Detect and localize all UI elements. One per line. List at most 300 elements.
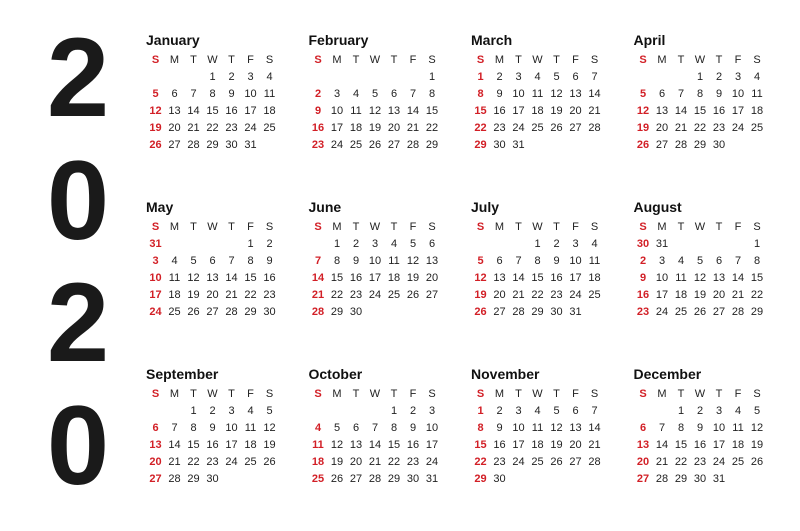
day-cell (385, 304, 404, 321)
day-cell: 27 (168, 139, 181, 151)
day-cell (566, 137, 585, 154)
day-cell: 21 (655, 456, 669, 468)
day-cell: 9 (266, 255, 273, 267)
day-cell: 31 (149, 238, 162, 250)
week-row (634, 420, 767, 437)
day-cell: 28 (674, 139, 688, 151)
day-cell: 26 (330, 473, 344, 485)
day-cell: 14 (655, 439, 669, 451)
weekday-header: T (515, 221, 522, 233)
week-row (309, 253, 442, 270)
week-row (146, 471, 279, 488)
day-cell: 25 (168, 306, 181, 318)
weekday-header: T (228, 221, 235, 233)
month-name: June (308, 199, 342, 215)
day-cell (585, 137, 604, 154)
day-cell: 14 (311, 272, 325, 284)
day-cell (165, 236, 184, 253)
week-row (471, 304, 604, 321)
day-cell: 19 (187, 289, 200, 301)
day-cell: 19 (149, 122, 162, 134)
day-cell: 15 (474, 105, 487, 117)
day-cell: 17 (655, 289, 669, 301)
day-cell: 7 (677, 88, 685, 100)
weekday-header: T (553, 54, 560, 66)
day-cell: 10 (330, 105, 344, 117)
weekday-header: F (572, 388, 579, 400)
day-cell: 2 (409, 405, 417, 417)
weekday-header: F (734, 388, 742, 400)
day-cell: 19 (550, 439, 563, 451)
week-row (471, 137, 604, 154)
day-cell: 20 (206, 289, 219, 301)
day-cell: 23 (263, 289, 276, 301)
month-name: March (471, 32, 513, 48)
day-cell: 15 (531, 272, 544, 284)
weekday-header: M (494, 221, 505, 233)
day-cell: 10 (149, 272, 162, 284)
day-cell: 29 (206, 139, 219, 151)
day-cell: 6 (428, 238, 436, 250)
day-cell: 4 (171, 255, 178, 267)
year-digit: 0 (46, 382, 110, 508)
weekday-header: S (151, 221, 160, 233)
day-cell: 28 (588, 122, 601, 134)
day-cell: 2 (553, 238, 560, 250)
day-cell: 4 (390, 238, 398, 250)
day-cell: 14 (674, 105, 688, 117)
day-cell (222, 236, 241, 253)
weekday-header: S (476, 388, 485, 400)
day-cell: 14 (187, 105, 200, 117)
day-cell: 6 (572, 71, 579, 83)
day-cell (260, 471, 279, 488)
day-cell: 14 (731, 272, 745, 284)
day-cell (634, 69, 653, 86)
day-cell: 23 (550, 289, 563, 301)
weekday-header: T (352, 221, 360, 233)
day-cell: 31 (712, 473, 726, 485)
day-cell: 26 (187, 306, 200, 318)
week-row (634, 454, 767, 471)
day-cell: 27 (569, 456, 582, 468)
weekday-header: T (715, 54, 723, 66)
day-cell: 14 (368, 439, 382, 451)
day-cell: 25 (349, 139, 363, 151)
day-cell: 1 (247, 238, 254, 250)
day-cell (404, 304, 423, 321)
day-cell: 22 (474, 122, 487, 134)
day-cell (653, 69, 672, 86)
day-cell: 30 (225, 139, 238, 151)
day-cell: 24 (712, 456, 726, 468)
week-row (146, 420, 279, 437)
day-cell: 1 (390, 405, 398, 417)
day-cell: 6 (658, 88, 666, 100)
week-row (634, 270, 767, 287)
day-cell: 25 (531, 456, 544, 468)
day-cell: 12 (368, 105, 382, 117)
day-cell: 18 (531, 105, 544, 117)
day-cell: 11 (531, 422, 544, 434)
day-cell: 28 (225, 306, 238, 318)
week-row (309, 270, 442, 287)
weekday-header: T (677, 221, 685, 233)
day-cell (528, 137, 547, 154)
day-cell: 17 (330, 122, 344, 134)
day-cell: 19 (263, 439, 276, 451)
day-cell: 21 (588, 105, 601, 117)
day-cell: 10 (569, 255, 582, 267)
day-cell: 25 (674, 306, 688, 318)
week-row (146, 304, 279, 321)
weekday-header: S (753, 221, 761, 233)
day-cell: 20 (149, 456, 162, 468)
weekday-header: M (494, 388, 505, 400)
week-row (471, 270, 604, 287)
day-cell: 14 (168, 439, 181, 451)
day-cell: 8 (477, 422, 484, 434)
day-cell: 12 (263, 422, 276, 434)
day-cell: 19 (693, 289, 707, 301)
day-cell (748, 137, 767, 154)
day-cell: 16 (493, 105, 506, 117)
weekday-header: S (753, 54, 761, 66)
day-cell: 13 (349, 439, 363, 451)
day-cell: 11 (263, 88, 276, 100)
day-cell: 8 (677, 422, 685, 434)
day-cell: 19 (550, 105, 563, 117)
day-cell: 16 (493, 439, 506, 451)
week-row (471, 103, 604, 120)
day-cell: 11 (312, 439, 324, 451)
day-cell: 22 (187, 456, 200, 468)
day-cell: 15 (387, 439, 401, 451)
day-cell: 1 (333, 238, 341, 250)
day-cell: 7 (409, 88, 417, 100)
weekday-header: S (753, 388, 761, 400)
weekday-header: S (639, 221, 647, 233)
day-cell: 24 (225, 456, 238, 468)
day-cell (729, 471, 748, 488)
day-cell: 26 (550, 122, 563, 134)
week-row (309, 120, 442, 137)
day-cell: 14 (588, 422, 601, 434)
month-name: April (633, 32, 666, 48)
day-cell: 6 (209, 255, 216, 267)
month-calendar-grid (309, 52, 442, 154)
weekday-header: S (314, 54, 322, 66)
day-cell: 15 (425, 105, 439, 117)
day-cell: 5 (477, 255, 484, 267)
weekday-header: M (657, 54, 667, 66)
month-name: December (633, 366, 702, 382)
day-cell: 22 (474, 456, 487, 468)
week-row (471, 120, 604, 137)
month-name: January (146, 32, 200, 48)
day-cell: 2 (496, 71, 503, 83)
weekday-header: T (553, 388, 560, 400)
weekday-header-row (471, 52, 604, 69)
day-cell: 17 (149, 289, 162, 301)
day-cell: 8 (390, 422, 398, 434)
day-cell: 30 (263, 306, 276, 318)
day-cell: 2 (266, 238, 273, 250)
day-cell: 6 (496, 255, 503, 267)
day-cell: 19 (750, 439, 764, 451)
week-row (309, 86, 442, 103)
day-cell: 29 (244, 306, 257, 318)
weekday-header: S (428, 388, 436, 400)
week-row (309, 304, 442, 321)
day-cell: 17 (512, 439, 525, 451)
week-row (471, 69, 604, 86)
weekday-header: W (369, 54, 381, 66)
weekday-header: W (532, 221, 543, 233)
day-cell: 24 (244, 122, 257, 134)
day-cell: 23 (406, 456, 420, 468)
week-row (146, 69, 279, 86)
day-cell: 31 (569, 306, 582, 318)
weekday-header-row (634, 386, 767, 403)
month-block (471, 30, 634, 197)
day-cell: 4 (247, 405, 254, 417)
year-digit: 0 (46, 137, 110, 263)
day-cell: 3 (515, 71, 522, 83)
day-cell: 22 (206, 122, 219, 134)
day-cell: 11 (751, 88, 763, 100)
month-block (471, 364, 634, 531)
day-cell: 18 (244, 439, 257, 451)
day-cell: 9 (496, 422, 503, 434)
weekday-header: S (639, 388, 647, 400)
day-cell: 16 (263, 272, 276, 284)
month-calendar-grid (634, 219, 767, 321)
day-cell: 4 (314, 422, 322, 434)
day-cell: 20 (168, 122, 181, 134)
day-cell: 26 (550, 456, 563, 468)
day-cell: 21 (187, 122, 200, 134)
day-cell: 30 (349, 306, 363, 318)
weekday-header-row (309, 52, 442, 69)
day-cell: 19 (474, 289, 487, 301)
day-cell: 24 (731, 122, 745, 134)
day-cell: 3 (152, 255, 159, 267)
day-cell: 28 (512, 306, 525, 318)
day-cell: 26 (693, 306, 707, 318)
month-calendar-grid (634, 52, 767, 154)
day-cell (653, 403, 672, 420)
day-cell: 10 (368, 255, 382, 267)
weekday-header: W (694, 221, 706, 233)
day-cell (634, 403, 653, 420)
day-cell: 27 (387, 139, 401, 151)
month-name: September (146, 366, 219, 382)
week-row (309, 236, 442, 253)
day-cell: 11 (168, 272, 181, 284)
weekday-header: F (409, 388, 417, 400)
day-cell: 8 (209, 88, 216, 100)
day-cell: 22 (425, 122, 439, 134)
day-cell: 10 (225, 422, 238, 434)
day-cell: 16 (636, 289, 650, 301)
day-cell: 14 (512, 272, 525, 284)
week-row (309, 287, 442, 304)
month-block (634, 364, 797, 531)
day-cell: 8 (696, 88, 704, 100)
weekday-header: S (590, 388, 599, 400)
day-cell: 4 (534, 71, 541, 83)
day-cell: 28 (588, 456, 601, 468)
day-cell: 12 (750, 422, 764, 434)
day-cell: 27 (569, 122, 582, 134)
day-cell (328, 403, 347, 420)
day-cell: 1 (477, 71, 484, 83)
day-cell: 17 (225, 439, 238, 451)
day-cell: 16 (693, 439, 707, 451)
weekday-header: W (207, 221, 218, 233)
day-cell: 9 (496, 88, 503, 100)
day-cell: 12 (330, 439, 344, 451)
day-cell: 12 (636, 105, 650, 117)
day-cell (509, 236, 528, 253)
day-cell: 29 (531, 306, 544, 318)
day-cell: 6 (639, 422, 647, 434)
day-cell: 19 (330, 456, 344, 468)
weekday-header: S (151, 54, 160, 66)
day-cell: 26 (149, 139, 162, 151)
day-cell: 30 (406, 473, 420, 485)
year-label (38, 15, 118, 508)
day-cell: 15 (187, 439, 200, 451)
day-cell (748, 471, 767, 488)
day-cell: 3 (734, 71, 742, 83)
day-cell: 27 (655, 139, 669, 151)
day-cell (222, 471, 241, 488)
day-cell (146, 69, 165, 86)
day-cell: 17 (731, 105, 745, 117)
month-block (146, 364, 309, 531)
day-cell: 4 (352, 88, 360, 100)
day-cell: 31 (425, 473, 439, 485)
day-cell: 27 (349, 473, 363, 485)
day-cell: 12 (550, 422, 563, 434)
week-row (471, 287, 604, 304)
day-cell: 27 (493, 306, 506, 318)
day-cell (165, 69, 184, 86)
weekday-header: W (694, 54, 706, 66)
day-cell: 20 (349, 456, 363, 468)
day-cell (729, 236, 748, 253)
day-cell: 3 (572, 238, 579, 250)
day-cell: 1 (477, 405, 484, 417)
day-cell: 18 (387, 272, 401, 284)
day-cell: 26 (406, 289, 420, 301)
weekday-header: F (409, 54, 417, 66)
day-cell: 22 (674, 456, 688, 468)
day-cell: 29 (187, 473, 200, 485)
day-cell: 28 (187, 139, 200, 151)
day-cell (347, 69, 366, 86)
day-cell: 28 (655, 473, 669, 485)
day-cell: 13 (569, 88, 582, 100)
week-row (309, 420, 442, 437)
weekday-header: T (390, 221, 398, 233)
weekday-header: T (715, 221, 723, 233)
day-cell: 18 (531, 439, 544, 451)
day-cell: 16 (550, 272, 563, 284)
day-cell: 16 (406, 439, 420, 451)
day-cell: 5 (696, 255, 704, 267)
day-cell: 28 (731, 306, 745, 318)
weekday-header: S (151, 388, 160, 400)
day-cell: 13 (493, 272, 506, 284)
weekday-header-row (634, 219, 767, 236)
weekday-header-row (471, 386, 604, 403)
day-cell (547, 471, 566, 488)
day-cell: 7 (734, 255, 742, 267)
day-cell: 21 (406, 122, 420, 134)
day-cell: 5 (371, 88, 379, 100)
weekday-header: S (265, 388, 274, 400)
day-cell: 3 (515, 405, 522, 417)
weekday-header: S (314, 221, 322, 233)
weekday-header: T (390, 388, 398, 400)
day-cell: 6 (390, 88, 398, 100)
day-cell (404, 69, 423, 86)
day-cell: 30 (636, 238, 650, 250)
day-cell (184, 236, 203, 253)
day-cell: 8 (428, 88, 436, 100)
day-cell: 11 (388, 255, 400, 267)
day-cell: 29 (750, 306, 764, 318)
week-row (146, 253, 279, 270)
week-row (146, 437, 279, 454)
day-cell (585, 304, 604, 321)
weekday-header: F (734, 221, 742, 233)
day-cell: 24 (149, 306, 162, 318)
month-name: August (633, 199, 682, 215)
day-cell: 12 (550, 88, 563, 100)
day-cell: 25 (531, 122, 544, 134)
day-cell: 20 (712, 289, 726, 301)
day-cell: 17 (425, 439, 439, 451)
day-cell: 25 (588, 289, 601, 301)
day-cell: 18 (750, 105, 764, 117)
day-cell: 31 (512, 139, 525, 151)
day-cell: 17 (512, 105, 525, 117)
month-calendar-grid (471, 386, 604, 488)
day-cell: 25 (244, 456, 257, 468)
day-cell: 10 (712, 422, 726, 434)
day-cell: 20 (425, 272, 439, 284)
day-cell: 4 (753, 71, 761, 83)
day-cell: 17 (712, 439, 726, 451)
day-cell: 2 (715, 71, 723, 83)
day-cell: 15 (330, 272, 344, 284)
day-cell: 8 (333, 255, 341, 267)
day-cell: 22 (244, 289, 257, 301)
weekday-header: S (639, 54, 647, 66)
month-calendar-grid (146, 52, 279, 154)
day-cell (490, 236, 509, 253)
day-cell: 15 (244, 272, 257, 284)
week-row (146, 287, 279, 304)
weekday-header: W (532, 388, 543, 400)
day-cell: 25 (731, 456, 745, 468)
day-cell: 15 (206, 105, 219, 117)
day-cell: 30 (550, 306, 563, 318)
